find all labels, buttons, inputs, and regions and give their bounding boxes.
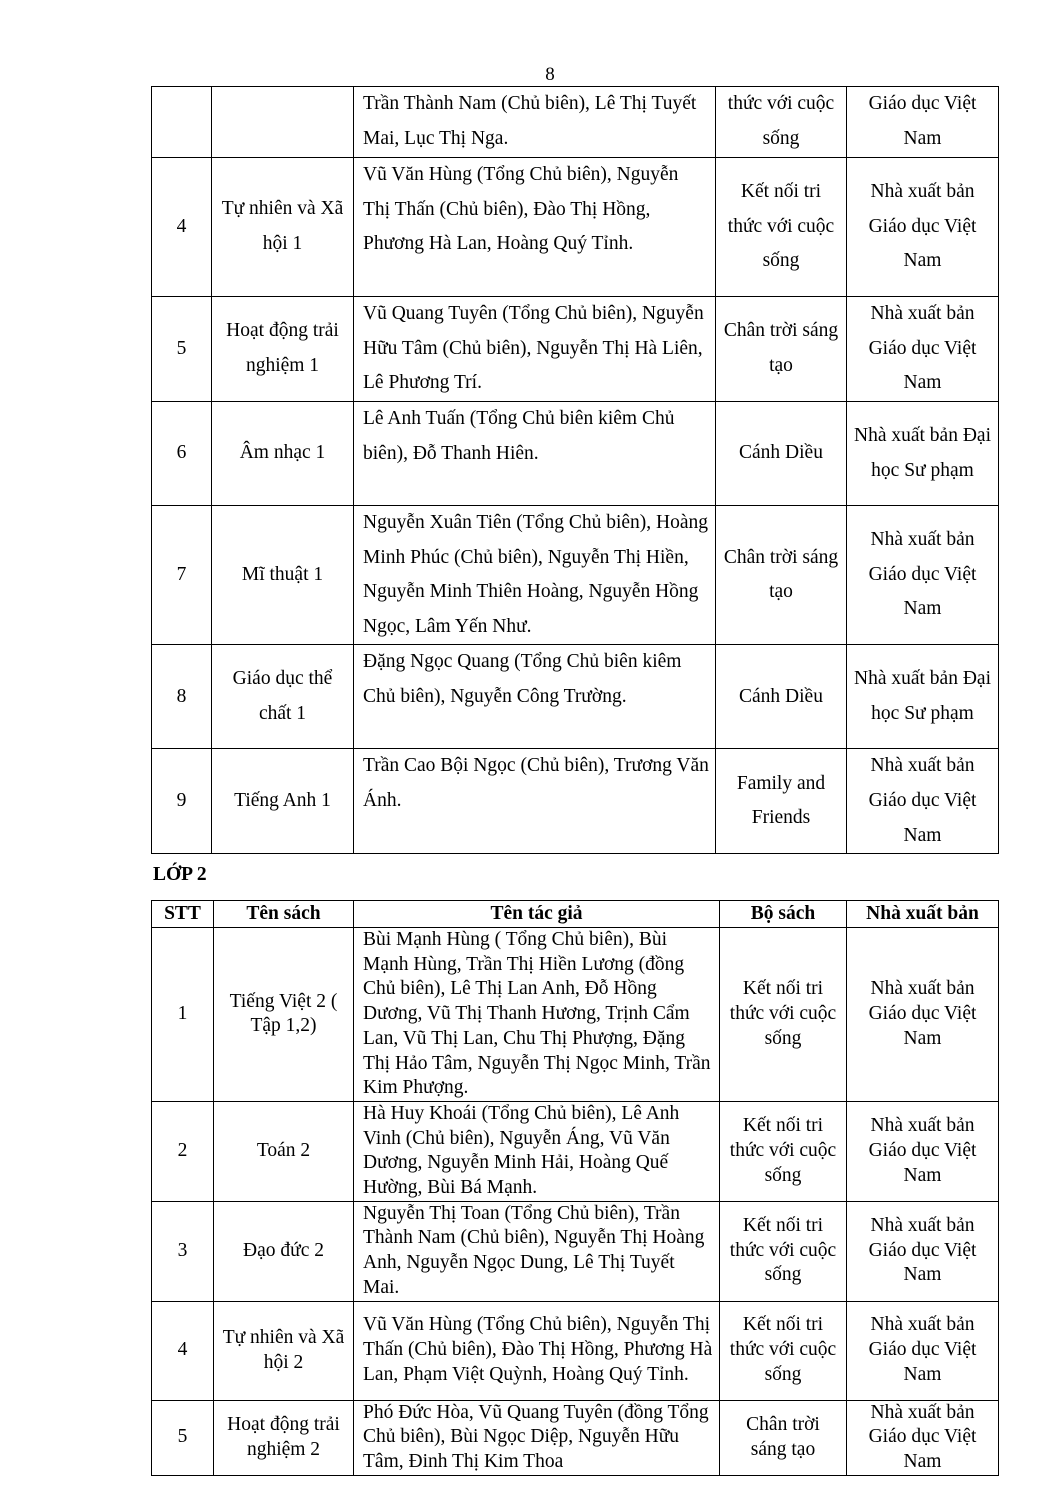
table-row bbox=[152, 506, 999, 645]
table-row bbox=[152, 928, 999, 1102]
stt-cell: 4 bbox=[152, 1301, 214, 1400]
author-cell: Vũ Văn Hùng (Tổng Chủ biên), Nguyễn Thị Thấn (Chủ biên), Đào Thị Hồng, Phương Hà Lan, Phạm Việt Quỳnh, Hoàng Quý Tỉnh. bbox=[354, 1301, 720, 1400]
book-title-cell: Âm nhạc 1 bbox=[212, 402, 354, 506]
book-series-cell: Cánh Diều bbox=[716, 402, 847, 506]
stt-cell: 7 bbox=[152, 506, 212, 645]
book-series-cell: Family and Friends bbox=[716, 749, 847, 854]
publisher-cell: Nhà xuất bản Giáo dục Việt Nam bbox=[847, 1400, 999, 1475]
book-series-cell: Chân trời sáng tạo bbox=[720, 1400, 847, 1475]
table-row bbox=[152, 297, 999, 402]
header-author: Tên tác giả bbox=[354, 901, 720, 928]
stt-cell: 8 bbox=[152, 645, 212, 749]
book-title-cell: Hoạt động trải nghiệm 2 bbox=[214, 1400, 354, 1475]
stt-cell: 4 bbox=[152, 158, 212, 297]
section-title: LỚP 2 bbox=[153, 864, 207, 885]
book-title-cell: Tự nhiên và Xã hội 1 bbox=[212, 158, 354, 297]
publisher-cell: Nhà xuất bản Đại học Sư phạm bbox=[847, 645, 999, 749]
book-series-cell: Chân trời sáng tạo bbox=[716, 506, 847, 645]
page-number: 8 bbox=[545, 64, 555, 85]
table-row bbox=[152, 645, 999, 749]
stt-cell: 6 bbox=[152, 402, 212, 506]
book-series-cell: Chân trời sáng tạo bbox=[716, 297, 847, 402]
author-cell: Phó Đức Hòa, Vũ Quang Tuyên (đồng Tổng Chủ biên), Bùi Ngọc Diệp, Nguyễn Hữu Tâm, Đinh Thị Kim Thoa bbox=[354, 1400, 720, 1475]
table-row bbox=[152, 402, 999, 506]
book-title-cell: Đạo đức 2 bbox=[214, 1201, 354, 1301]
author-cell: Hà Huy Khoái (Tổng Chủ biên), Lê Anh Vinh (Chủ biên), Nguyễn Áng, Vũ Văn Dương, Nguyễn Minh Hải, Hoàng Quế Hường, Bùi Bá Mạnh. bbox=[354, 1101, 720, 1201]
book-title-cell: Tự nhiên và Xã hội 2 bbox=[214, 1301, 354, 1400]
publisher-cell: Nhà xuất bản Giáo dục Việt Nam bbox=[847, 297, 999, 402]
book-series-cell: Cánh Diều bbox=[716, 645, 847, 749]
book-title-cell: Hoạt động trải nghiệm 1 bbox=[212, 297, 354, 402]
table-row bbox=[152, 1400, 999, 1475]
table-row bbox=[152, 87, 999, 158]
book-title-cell: Tiếng Anh 1 bbox=[212, 749, 354, 854]
book-table-grade-2 bbox=[151, 900, 999, 1476]
header-book-title: Tên sách bbox=[214, 901, 354, 928]
header-book-series: Bộ sách bbox=[720, 901, 847, 928]
table-header-row bbox=[152, 901, 999, 928]
book-title-cell bbox=[212, 87, 354, 158]
book-title-cell: Toán 2 bbox=[214, 1101, 354, 1201]
table-row bbox=[152, 158, 999, 297]
publisher-cell: Nhà xuất bản Giáo dục Việt Nam bbox=[847, 1101, 999, 1201]
stt-cell bbox=[152, 87, 212, 158]
book-title-cell: Giáo dục thể chất 1 bbox=[212, 645, 354, 749]
author-cell: Trần Cao Bội Ngọc (Chủ biên), Trương Văn Ánh. bbox=[354, 749, 716, 854]
book-series-cell: Kết nối tri thức với cuộc sống bbox=[716, 158, 847, 297]
publisher-cell: Nhà xuất bản Giáo dục Việt Nam bbox=[847, 1201, 999, 1301]
author-cell: Vũ Văn Hùng (Tổng Chủ biên), Nguyễn Thị Thấn (Chủ biên), Đào Thị Hồng, Phương Hà Lan, Hoàng Quý Tỉnh. bbox=[354, 158, 716, 297]
publisher-cell: Nhà xuất bản Giáo dục Việt Nam bbox=[847, 506, 999, 645]
author-cell: Bùi Mạnh Hùng ( Tổng Chủ biên), Bùi Mạnh Hùng, Trần Thị Hiền Lương (đồng Chủ biên), Lê Thị Lan Anh, Đỗ Hồng Dương, Vũ Thị Thanh Hương, Trịnh Cẩm Lan, Vũ Thị Lan, Chu Thị Phượng, Đặng Thị Hảo Tâm, Nguyễn Thị Ngọc Minh, Trần Kim Phượng. bbox=[354, 928, 720, 1102]
book-series-cell: Kết nối tri thức với cuộc sống bbox=[720, 1301, 847, 1400]
table-row bbox=[152, 1301, 999, 1400]
author-cell: Đặng Ngọc Quang (Tổng Chủ biên kiêm Chủ biên), Nguyễn Công Trường. bbox=[354, 645, 716, 749]
book-series-cell: thức với cuộc sống bbox=[716, 87, 847, 158]
author-cell: Lê Anh Tuấn (Tổng Chủ biên kiêm Chủ biên), Đỗ Thanh Hiên. bbox=[354, 402, 716, 506]
book-series-cell: Kết nối tri thức với cuộc sống bbox=[720, 1101, 847, 1201]
author-cell: Nguyễn Thị Toan (Tổng Chủ biên), Trần Thành Nam (Chủ biên), Nguyễn Thị Hoàng Anh, Nguyễn Ngọc Dung, Lê Thị Tuyết Mai. bbox=[354, 1201, 720, 1301]
stt-cell: 2 bbox=[152, 1101, 214, 1201]
table-row bbox=[152, 1101, 999, 1201]
table-row bbox=[152, 749, 999, 854]
publisher-cell: Nhà xuất bản Giáo dục Việt Nam bbox=[847, 158, 999, 297]
author-cell: Nguyễn Xuân Tiên (Tổng Chủ biên), Hoàng Minh Phúc (Chủ biên), Nguyễn Thị Hiền, Nguyễn Minh Thiên Hoàng, Nguyễn Hồng Ngọc, Lâm Yến Như. bbox=[354, 506, 716, 645]
header-publisher: Nhà xuất bản bbox=[847, 901, 999, 928]
header-stt: STT bbox=[152, 901, 214, 928]
stt-cell: 1 bbox=[152, 928, 214, 1102]
book-table-grade-1-continued bbox=[151, 86, 999, 854]
author-cell: Vũ Quang Tuyên (Tổng Chủ biên), Nguyễn Hữu Tâm (Chủ biên), Nguyễn Thị Hà Liên, Lê Phương Trí. bbox=[354, 297, 716, 402]
publisher-cell: Nhà xuất bản Đại học Sư phạm bbox=[847, 402, 999, 506]
table-row bbox=[152, 1201, 999, 1301]
stt-cell: 3 bbox=[152, 1201, 214, 1301]
stt-cell: 5 bbox=[152, 297, 212, 402]
book-title-cell: Mĩ thuật 1 bbox=[212, 506, 354, 645]
publisher-cell: Nhà xuất bản Giáo dục Việt Nam bbox=[847, 1301, 999, 1400]
book-series-cell: Kết nối tri thức với cuộc sống bbox=[720, 928, 847, 1102]
book-title-cell: Tiếng Việt 2 ( Tập 1,2) bbox=[214, 928, 354, 1102]
stt-cell: 9 bbox=[152, 749, 212, 854]
publisher-cell: Nhà xuất bản Giáo dục Việt Nam bbox=[847, 749, 999, 854]
publisher-cell: Nhà xuất bản Giáo dục Việt Nam bbox=[847, 928, 999, 1102]
stt-cell: 5 bbox=[152, 1400, 214, 1475]
author-cell: Trần Thành Nam (Chủ biên), Lê Thị Tuyết Mai, Lục Thị Nga. bbox=[354, 87, 716, 158]
book-series-cell: Kết nối tri thức với cuộc sống bbox=[720, 1201, 847, 1301]
publisher-cell: Giáo dục Việt Nam bbox=[847, 87, 999, 158]
